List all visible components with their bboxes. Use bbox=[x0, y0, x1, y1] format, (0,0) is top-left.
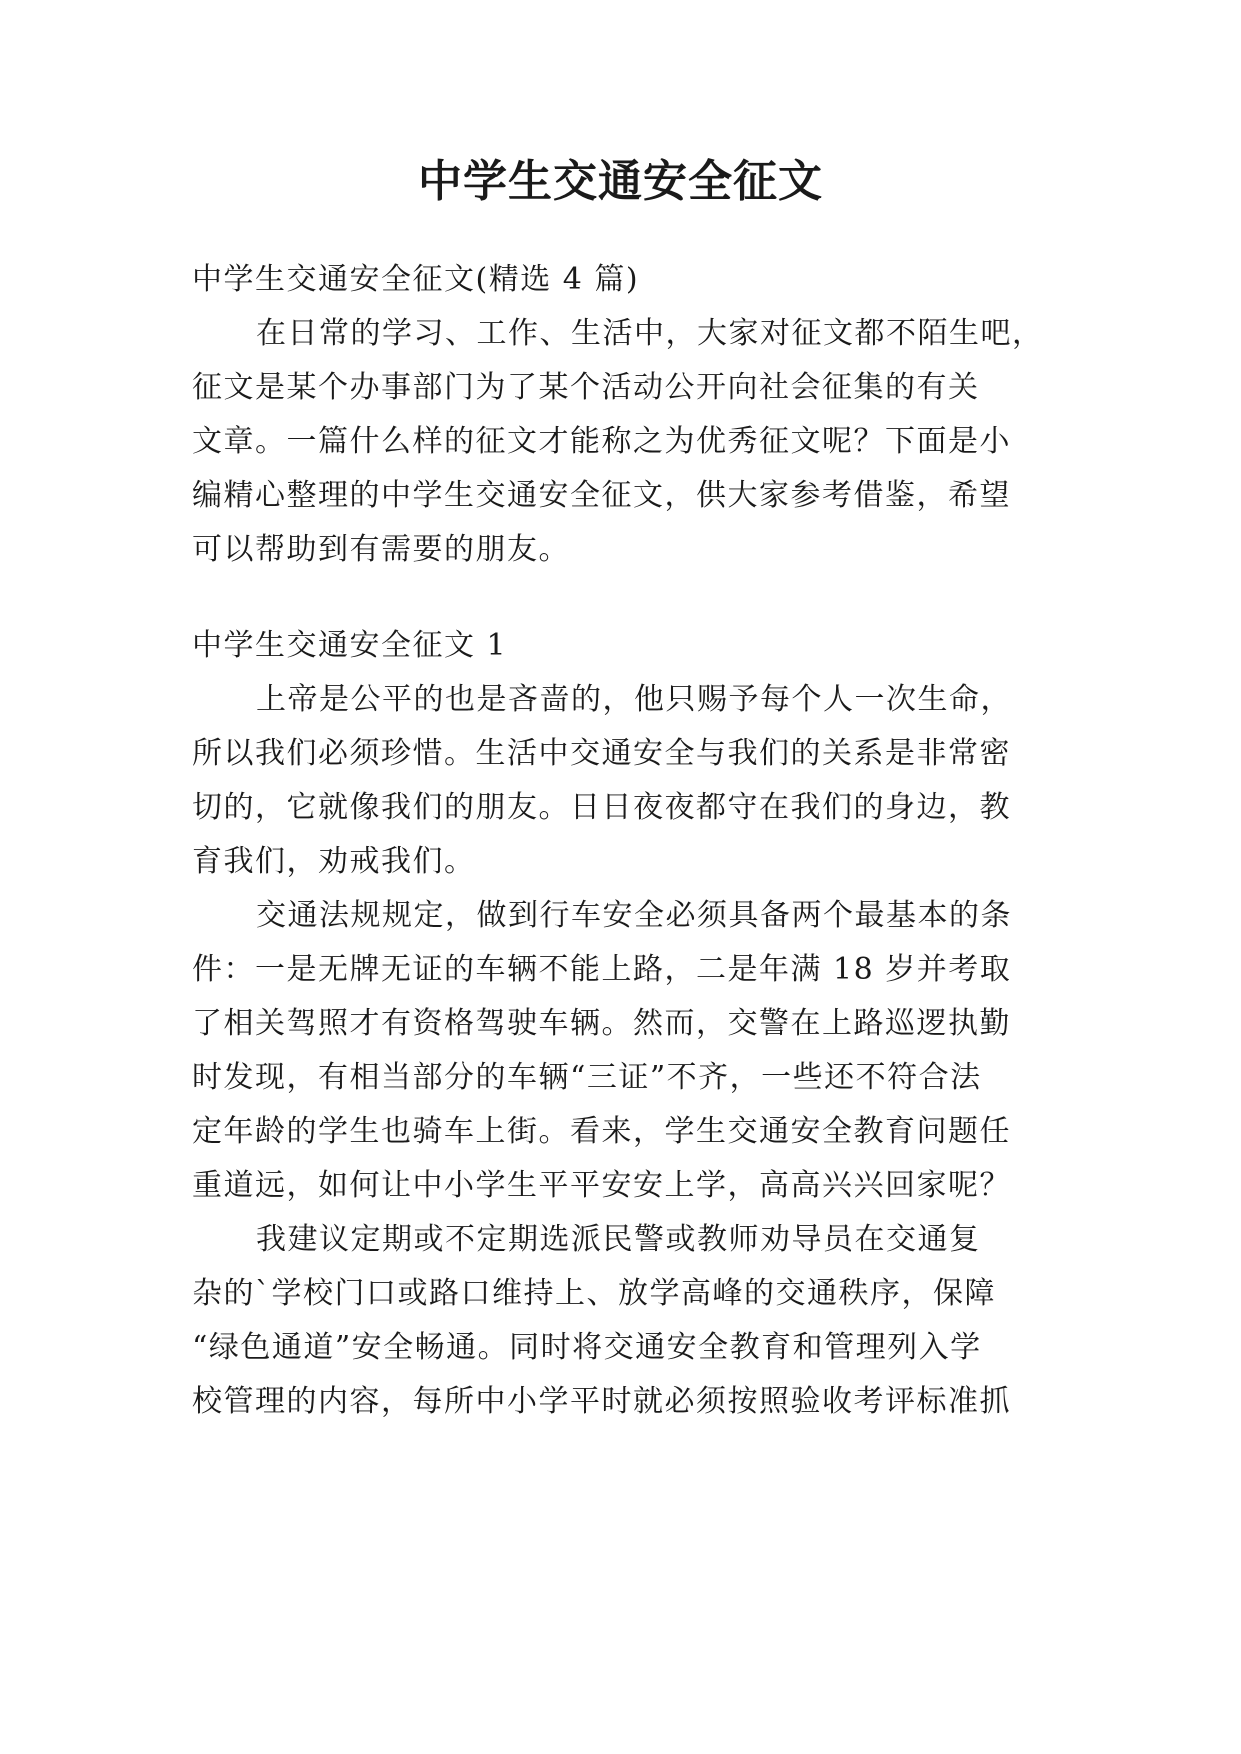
intro-line: 可以帮助到有需要的朋友。 bbox=[192, 532, 570, 567]
intro-line: 在日常的学习、工作、生活中，大家对征文都不陌生吧， bbox=[256, 316, 1044, 351]
paragraph-line: 切的，它就像我们的朋友。日日夜夜都守在我们的身边，教 bbox=[192, 790, 1011, 825]
subtitle: 中学生交通安全征文(精选 4 篇) bbox=[192, 262, 640, 297]
paragraph-line: 我建议定期或不定期选派民警或教师劝导员在交通复 bbox=[256, 1222, 981, 1257]
page-title: 中学生交通安全征文 bbox=[418, 156, 823, 207]
paragraph-line: 定年龄的学生也骑车上街。看来，学生交通安全教育问题任 bbox=[192, 1114, 1011, 1149]
paragraph-line: “绿色通道”安全畅通。同时将交通安全教育和管理列入学 bbox=[192, 1330, 982, 1365]
paragraph-line: 杂的`学校门口或路口维持上、放学高峰的交通秩序，保障 bbox=[192, 1276, 996, 1311]
paragraph-line: 育我们，劝戒我们。 bbox=[192, 844, 476, 879]
paragraph-line: 了相关驾照才有资格驾驶车辆。然而，交警在上路巡逻执勤 bbox=[192, 1006, 1011, 1041]
intro-line: 文章。一篇什么样的征文才能称之为优秀征文呢？下面是小 bbox=[192, 424, 1011, 459]
intro-line: 编精心整理的中学生交通安全征文，供大家参考借鉴，希望 bbox=[192, 478, 1011, 513]
paragraph-line: 所以我们必须珍惜。生活中交通安全与我们的关系是非常密 bbox=[192, 736, 1011, 771]
paragraph-line: 时发现，有相当部分的车辆“三证”不齐，一些还不符合法 bbox=[192, 1060, 982, 1095]
paragraph-line: 交通法规规定，做到行车安全必须具备两个最基本的条 bbox=[256, 898, 1012, 933]
paragraph-line: 校管理的内容，每所中小学平时就必须按照验收考评标准抓 bbox=[192, 1384, 1011, 1419]
section-heading: 中学生交通安全征文 1 bbox=[192, 628, 508, 663]
paragraph-line: 上帝是公平的也是吝啬的，他只赐予每个人一次生命， bbox=[256, 682, 1012, 717]
paragraph-line: 件：一是无牌无证的车辆不能上路，二是年满 18 岁并考取 bbox=[192, 952, 1012, 987]
intro-line: 征文是某个办事部门为了某个活动公开向社会征集的有关 bbox=[192, 370, 980, 405]
paragraph-line: 重道远，如何让中小学生平平安安上学，高高兴兴回家呢？ bbox=[192, 1168, 1011, 1203]
